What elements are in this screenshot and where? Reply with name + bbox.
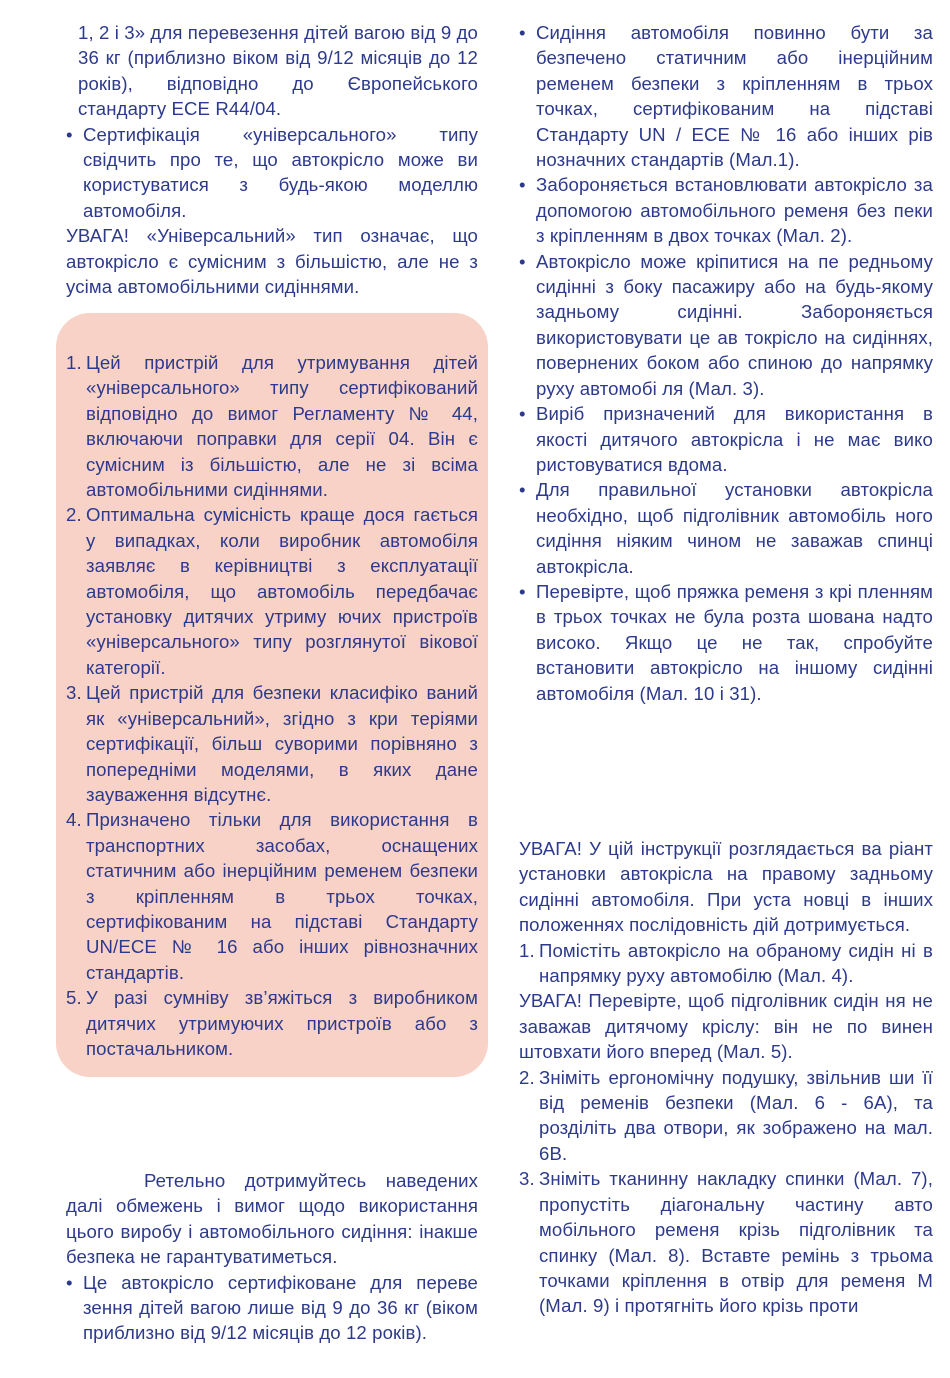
notice-item-text: Оптимальна сумісність краще дося гається у випадках, коли виробник автомобіля заявляє в керівництві з експлуатації автомобіля, що автомобіль передбачає установку дитячих утриму ючих пристроїв «універсального» типу розглянутої вікової категорії. [86,504,478,678]
notice-list [66,350,478,1061]
notice-item-text: Цей пристрій для безпеки класифіко ваний як «універсальний», згідно з кри теріями сертифікації, більш суворими порівняно з попередніми моделями, в яких дане зауваження відсутнє. [86,682,478,805]
install-step-number: 2. [519,1066,535,1088]
notice-item-number: 4. [66,809,82,831]
notice-item-text: Призначено тільки для використання в транспортних засобах, оснащених статичним або інерційним ременем безпеки з кріпленням в трьох точках, сертифікованим на підставі Стандарту UN/ECE № 16 або інших рівнозначних стандартів. [86,809,478,983]
notice-item [66,807,478,985]
install-step [519,1065,933,1167]
right-column-top [519,20,933,706]
bullet-buckle: • Перевірте, щоб пряжка ременя з крі пленням в трьох точках не була розта шована надто високо. Якщо це не так, спробуйте встановити автокрісло на іншому сидінні автомобіля (Мал. 10 і 31). [519,579,933,706]
bullet-certification: • Сертифікація «універсального» типу свідчить про те, що автокрісло може ви користуватися з будь-якою моделлю автомобіля. [66,122,478,224]
continuation-paragraph: 1, 2 і 3» для перевезення дітей вагою від 9 до 36 кг (приблизно віком від 9/12 місяців до 12 років), відповідно до Європейського стандарту ECE R44/04. [78,22,478,120]
notice-item-text: У разі сумніву зв’яжіться з виробником дитячих утримуючих пристроїв або з постачальником. [86,987,478,1059]
left-column-bottom [66,1168,478,1346]
install-step-number: 3. [519,1168,535,1190]
bullet-weight: • Це автокрісло сертифіковане для переве зення дітей вагою лише від 9 до 36 кг (віком приблизно від 9/12 місяців до 12 років). [66,1270,478,1346]
install-step-text: Зніміть ергономічну подушку, звільнив ши її від ременів безпеки (Мал. 6 - 6А), та розділіть два отвори, як зображено на мал. 6В. [539,1066,933,1164]
bullet-headrest: • Для правильної установки автокрісла необхідно, щоб підголівник автомобіль ного сидіння ніяким чином не заважав спинці автокрісла. [519,477,933,579]
bullet-seat-belt: • Сидіння автомобіля повинно бути за безпечено статичним або інерційним ременем безпеки з кріпленням в трьох точках, сертифікованим на підставі Стандарту UN / ECE № 16 або інших рів нозначних стандартів (Мал.1). [519,20,933,172]
right-column-bottom [519,836,933,1319]
notice-item [66,680,478,807]
notice-item-number: 2. [66,504,82,526]
notice-item [66,502,478,680]
install-step-number: 1. [519,939,535,961]
restrictions-lead: Ретельно дотримуйтесь наведених далі обмежень і вимог щодо використання цього виробу і автомобільного сидіння: інакше безпека не гарантуватиметься. [66,1170,478,1268]
notice-item-text: Цей пристрій для утримування дітей «універсального» типу сертифікований відповідно до вимог Регламенту № 44, включаючи поправки для серії 04. Він є сумісним із більшістю, але не зі всіма автомобільними сидіннями. [86,352,478,501]
notice-item-number: 1. [66,352,82,373]
bullet-home-use: • Виріб призначений для використання в якості дитячого автокрісла і не має вико ристовуватися вдома. [519,401,933,477]
install-step-text: Зніміть тканинну накладку спинки (Мал. 7), пропустіть діагональну частину авто мобільного ременя крізь підголівник та спинку (Мал. 8). Вставте ремінь з трьома точками кріплення в отвір для ременя M (Мал. 9) і протягніть його крізь проти [539,1168,933,1317]
notice-item [66,350,478,502]
left-column-top [66,20,478,299]
notice-item-number: 3. [66,682,82,704]
warning-universal: УВАГА! «Універсальний» тип означає, що автокрісло є сумісним з більшістю, але не з усіма автомобільними сидіннями. [66,225,478,298]
notice-item [66,985,478,1061]
install-step [519,938,933,989]
bullet-seat-position: • Автокрісло може кріпитися на пе редньому сидінні з боку пасажиру або на будь-якому задньому сидінні. Забороняється використовувати це ав токрісло на сидіннях, повернених боком або спиною до напрямку руху автомобі ля (Мал. 3). [519,249,933,401]
install-step [519,1166,933,1318]
bullet-two-point-belt: • Забороняється встановлювати автокрісло за допомогою автомобільного ременя без пеки з кріпленням в двох точках (Мал. 2). [519,172,933,248]
notice-item-number: 5. [66,987,82,1009]
warning-position: УВАГА! У цій інструкції розглядається ва ріант установки автокрісла на правому задньому сидінні автомобіля. При уста новці в інших положеннях послідовність дій дотримується. [519,838,933,936]
install-step-text: Помістіть автокрісло на обраному сидін ні в напрямку руху автомобілю (Мал. 4). [539,939,933,987]
warning-headrest: УВАГА! Перевірте, щоб підголівник сидін ня не заважав дитячому кріслу: він не по винен штовхати його вперед (Мал. 5). [519,990,933,1063]
